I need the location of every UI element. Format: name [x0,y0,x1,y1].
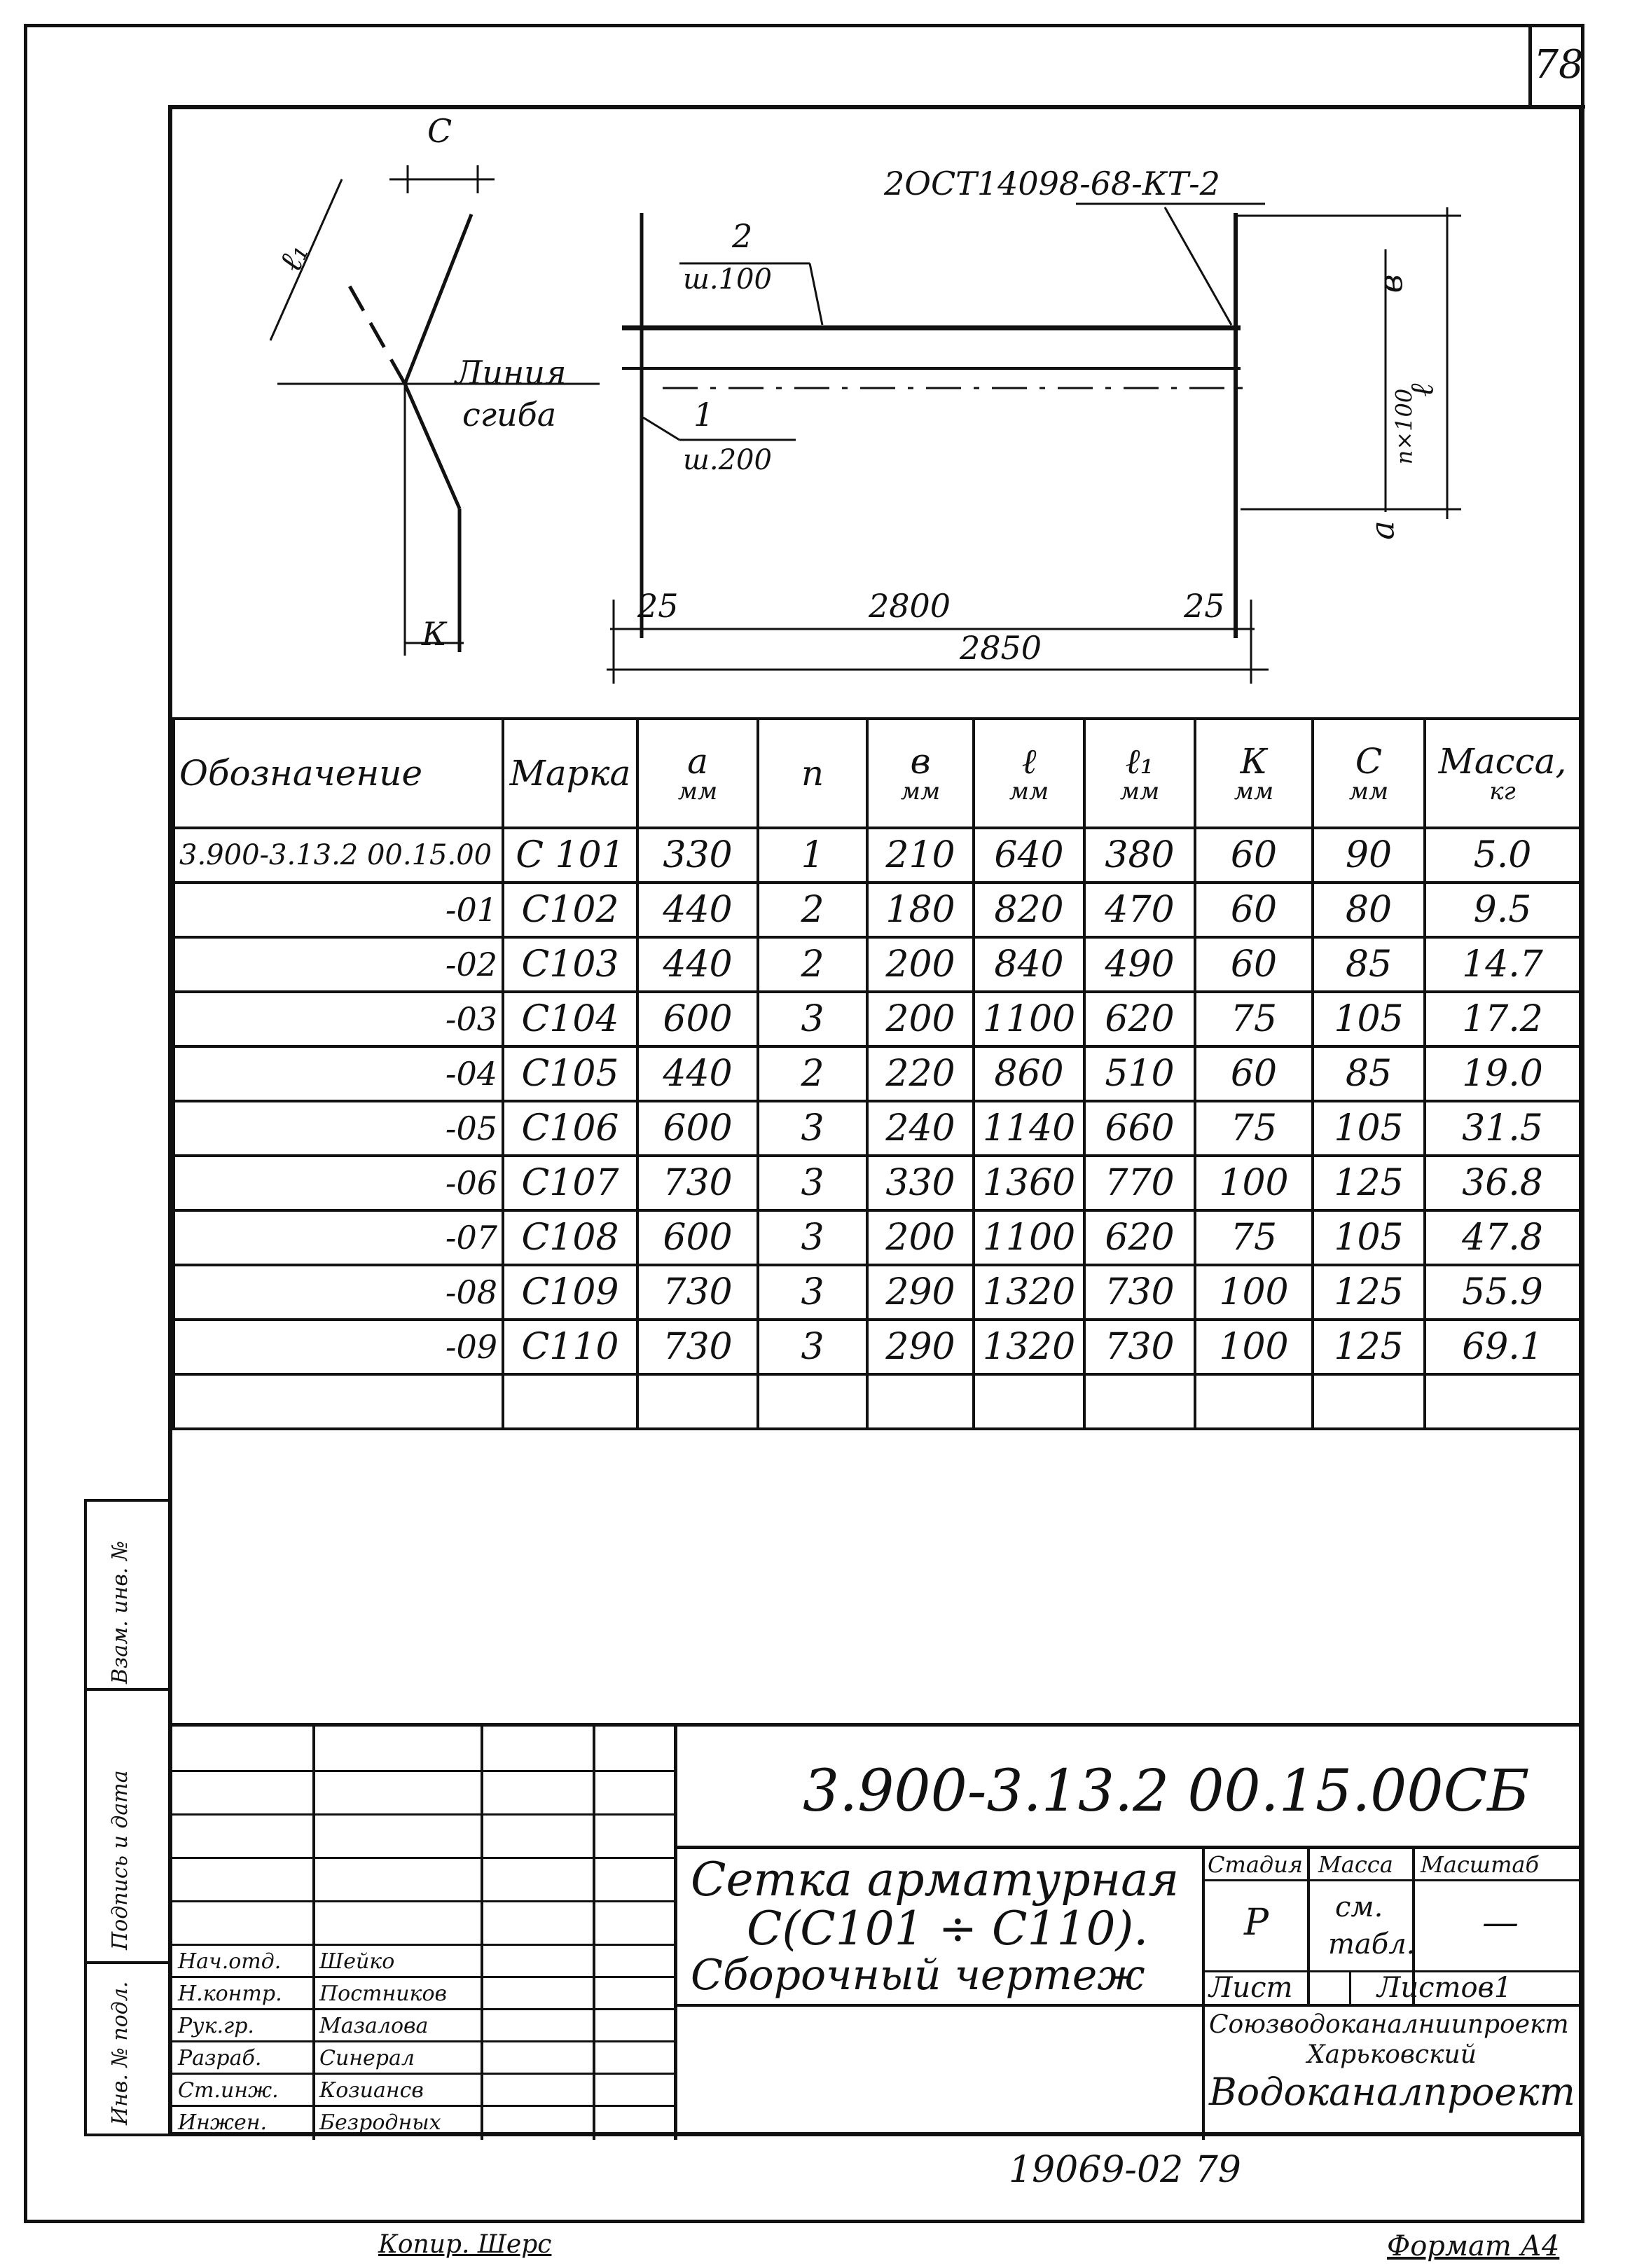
cell-k: 60 [1195,1046,1313,1101]
cell-n: 3 [758,1320,867,1374]
col-stage: Стадия [1208,1851,1303,1878]
cell-l1: 380 [1084,828,1195,883]
bend-line-label-1: Линия [455,354,567,392]
dim-l-label: ℓ [1402,383,1441,397]
cell-n: 3 [758,1101,867,1156]
cell-empty [1195,1374,1313,1429]
cell-b: 200 [867,992,974,1046]
dim-2800: 2800 [869,587,951,625]
cell-l: 1320 [974,1320,1084,1374]
cell-designation: -05 [174,1101,503,1156]
title-line-1: Сетка арматурная [691,1853,1180,1907]
table-row [174,1265,1580,1320]
cell-k: 60 [1195,883,1313,937]
cell-n: 2 [758,937,867,992]
cell-l1: 730 [1084,1320,1195,1374]
bend-line-label-2: сгиба [462,396,557,434]
header-c: С мм [1313,719,1425,828]
cell-l1: 490 [1084,937,1195,992]
table-row [174,828,1580,883]
table-row [174,937,1580,992]
cell-l1: 620 [1084,992,1195,1046]
page-number: 78 [1528,27,1585,109]
cell-c: 90 [1313,828,1425,883]
spec-table [172,717,1582,1430]
org-line-2: Харьковский [1307,2040,1477,2069]
signer-name: Постников [319,1982,447,2006]
cell-l1: 470 [1084,883,1195,937]
dim-nx100-label: п×100 [1390,388,1418,465]
cell-l: 1360 [974,1156,1084,1210]
cell-n: 3 [758,1210,867,1265]
cell-l: 1100 [974,1210,1084,1265]
signer-role: Разраб. [178,2046,262,2070]
cell-b: 200 [867,937,974,992]
table-row [174,1101,1580,1156]
table-header-row [174,719,1580,828]
title-line-2: С(С101 ÷ С110). [747,1902,1149,1956]
cell-b: 210 [867,828,974,883]
cell-designation: -03 [174,992,503,1046]
stage-value: Р [1244,1902,1269,1944]
cell-designation: 3.900-3.13.2 00.15.00 [174,828,503,883]
org-line-3: Водоканалпроект [1209,2070,1575,2114]
cell-designation: -04 [174,1046,503,1101]
cell-c: 105 [1313,1210,1425,1265]
mass-value-1: см. [1335,1891,1383,1923]
cell-n: 2 [758,1046,867,1101]
cell-mass: 5.0 [1425,828,1580,883]
cell-c: 125 [1313,1320,1425,1374]
cell-empty [974,1374,1084,1429]
cell-n: 3 [758,992,867,1046]
cell-mass: 55.9 [1425,1265,1580,1320]
cell-n: 3 [758,1265,867,1320]
cell-a: 600 [637,1101,758,1156]
cell-n: 2 [758,883,867,937]
signer-name: Козиансв [319,2078,424,2103]
cell-mass: 19.0 [1425,1046,1580,1101]
cell-empty [503,1374,637,1429]
cell-a: 330 [637,828,758,883]
cell-mass: 9.5 [1425,883,1580,937]
header-mass: Масса, кг [1425,719,1580,828]
table-row [174,1046,1580,1101]
signer-name: Мазалова [319,2014,429,2038]
cell-c: 105 [1313,992,1425,1046]
org-line-1: Союзводоканалниипроект [1209,2010,1569,2039]
col-scale: Масштаб [1421,1851,1540,1878]
cell-mark: С106 [503,1101,637,1156]
table-row [174,1156,1580,1210]
cell-a: 600 [637,992,758,1046]
signer-role: Рук.гр. [178,2014,254,2038]
cell-designation: -01 [174,883,503,937]
cell-l: 1320 [974,1265,1084,1320]
cell-k: 100 [1195,1265,1313,1320]
cell-k: 75 [1195,1210,1313,1265]
bar2-step: ш.100 [683,263,772,296]
signer-name: Безродных [319,2110,441,2135]
cell-empty [1084,1374,1195,1429]
dim-2850: 2850 [960,629,1042,667]
cell-b: 290 [867,1320,974,1374]
cell-c: 125 [1313,1156,1425,1210]
doc-code: 3.900-3.13.2 00.15.00СБ [803,1758,1530,1825]
cell-mark: С104 [503,992,637,1046]
cell-k: 60 [1195,937,1313,992]
dim-b-label: в [1372,274,1410,293]
cell-mark: С108 [503,1210,637,1265]
signer-name: Шейко [319,1949,395,1974]
cell-b: 240 [867,1101,974,1156]
cell-c: 125 [1313,1265,1425,1320]
cell-mark: С103 [503,937,637,992]
cell-mark: С102 [503,883,637,937]
cell-mass: 36.8 [1425,1156,1580,1210]
title-line-3: Сборочный чертеж [691,1951,1145,2000]
cell-designation: -06 [174,1156,503,1210]
cell-designation: -09 [174,1320,503,1374]
archive-number: 19069-02 79 [1009,2149,1241,2191]
cell-designation: -08 [174,1265,503,1320]
header-designation: Обозначение [174,719,503,828]
cell-b: 220 [867,1046,974,1101]
cell-a: 440 [637,937,758,992]
cell-l: 1140 [974,1101,1084,1156]
cell-designation: -07 [174,1210,503,1265]
cell-l: 840 [974,937,1084,992]
header-n: п [758,719,867,828]
col-mass: Масса [1318,1851,1393,1878]
cell-k: 75 [1195,1101,1313,1156]
cell-mass: 47.8 [1425,1210,1580,1265]
signer-role: Н.контр. [178,1982,282,2006]
cell-l1: 620 [1084,1210,1195,1265]
weld-leader [1165,207,1231,325]
side-stamp [84,1499,172,2136]
cell-b: 290 [867,1265,974,1320]
dim-25-left: 25 [637,587,679,625]
cell-mark: С 101 [503,828,637,883]
cell-mass: 31.5 [1425,1101,1580,1156]
cell-empty [1313,1374,1425,1429]
cell-l1: 770 [1084,1156,1195,1210]
dim-c-label: С [427,112,453,150]
cell-l: 820 [974,883,1084,937]
cell-k: 100 [1195,1320,1313,1374]
cell-l1: 730 [1084,1265,1195,1320]
cell-b: 180 [867,883,974,937]
header-k: К мм [1195,719,1313,828]
cell-a: 730 [637,1156,758,1210]
standard-label: 2ОСТ14098-68-КТ-2 [884,165,1220,202]
signer-name: Синерал [319,2046,415,2070]
cell-n: 3 [758,1156,867,1210]
header-a: а мм [637,719,758,828]
cell-k: 60 [1195,828,1313,883]
dim-25-right: 25 [1184,587,1225,625]
bar2-number: 2 [732,217,753,255]
cell-mark: С105 [503,1046,637,1101]
table-row [174,1320,1580,1374]
cell-empty [174,1374,503,1429]
table-row [174,883,1580,937]
cell-mark: С107 [503,1156,637,1210]
table-row [174,992,1580,1046]
cell-c: 85 [1313,937,1425,992]
cell-k: 75 [1195,992,1313,1046]
cell-empty [758,1374,867,1429]
cell-l: 640 [974,828,1084,883]
cell-a: 440 [637,1046,758,1101]
cell-a: 440 [637,883,758,937]
cell-mark: С110 [503,1320,637,1374]
cell-b: 200 [867,1210,974,1265]
sheet-label: Лист [1209,1972,1293,2004]
cell-b: 330 [867,1156,974,1210]
cell-n: 1 [758,828,867,883]
header-l1: ℓ₁ мм [1084,719,1195,828]
cell-c: 85 [1313,1046,1425,1101]
signer-role: Нач.отд. [178,1949,282,1974]
bar1-number: 1 [693,396,714,434]
cell-l1: 510 [1084,1046,1195,1101]
side-label-sign: Подпись и дата [108,1770,132,1950]
bent-bar-dashed [345,277,405,384]
format-label: Формат А4 [1387,2230,1560,2262]
signer-role: Ст.инж. [178,2078,279,2103]
dim-l1-label: ℓ₁ [270,237,317,277]
bent-bar-lower [405,384,460,509]
dim-k-label: К [422,615,447,653]
table-row [174,1210,1580,1265]
cell-l1: 660 [1084,1101,1195,1156]
sheets-label: Листов1 [1377,1972,1512,2004]
cell-designation: -02 [174,937,503,992]
cell-l: 860 [974,1046,1084,1101]
cell-k: 100 [1195,1156,1313,1210]
cell-mass: 17.2 [1425,992,1580,1046]
cell-a: 730 [637,1265,758,1320]
cell-mass: 14.7 [1425,937,1580,992]
table-row-empty [174,1374,1580,1429]
cell-c: 105 [1313,1101,1425,1156]
cell-c: 80 [1313,883,1425,937]
cell-empty [637,1374,758,1429]
copied-by: Копир. Шерс [378,2230,552,2259]
cell-mass: 69.1 [1425,1320,1580,1374]
header-l: ℓ мм [974,719,1084,828]
mass-value-2: табл. [1328,1928,1416,1961]
side-label-replace: Взам. инв. № [108,1540,132,1684]
header-mark: Марка [503,719,637,828]
side-label-inv: Инв. № подл. [108,1981,132,2125]
title-block [172,1723,1579,2140]
signer-role: Инжен. [178,2110,268,2135]
bar1-step: ш.200 [683,444,772,476]
scale-value: — [1482,1902,1519,1944]
cell-a: 600 [637,1210,758,1265]
header-b: в мм [867,719,974,828]
dim-a-label: а [1363,520,1402,540]
cell-mark: С109 [503,1265,637,1320]
cell-l: 1100 [974,992,1084,1046]
cell-empty [867,1374,974,1429]
cell-empty [1425,1374,1580,1429]
cell-a: 730 [637,1320,758,1374]
